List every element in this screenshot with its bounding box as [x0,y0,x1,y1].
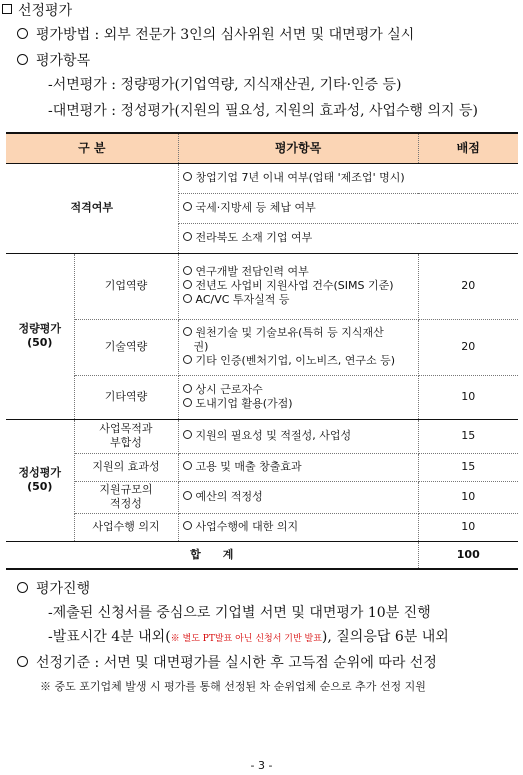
progress-second-b: ), 질의응답 6분 내외 [321,629,449,645]
progress-item-first: -제출된 신청서를 중심으로 기업별 서면 및 대면평가 10분 진행 [48,605,431,621]
qual-item [178,481,418,513]
sub-item-written: -서면평가 : 정량평가(기업역량, 지식재산권, 기타·인증 등) [48,77,402,93]
circle-bullet-icon [17,54,28,65]
items-title-text: 평가항목 [36,53,91,69]
quant-item-text: 기타 인증(벤처기업, 이노비즈, 연구소 등) [195,354,396,367]
circle-bullet-icon [183,461,192,470]
total-score: 100 [418,541,518,569]
qual-category-text: 부합성 [110,436,142,449]
circle-bullet-icon [183,280,192,289]
items-title-line [17,52,90,70]
qual-item-text: 고용 및 매출 창출효과 [195,460,302,473]
qual-category-text: 사업수행 의지 [92,520,160,533]
circle-bullet-icon [183,327,192,336]
quant-item-text: AC/VC 투자실적 등 [195,293,290,306]
quant-item-text: 상시 근로자수 [195,383,263,396]
qual-item-text: 지원의 필요성 및 적절성, 사업성 [195,429,352,442]
quant-items [178,375,418,419]
eligibility-item [178,163,518,193]
footnote: ※ 중도 포기업체 발생 시 평가를 통해 선정된 차 순위업체 순으로 추가 선정 지원 [40,680,426,693]
table-header-row [6,133,518,163]
quant-item-text: 권) [193,340,209,353]
circle-bullet-icon [183,521,192,530]
quant-category: 기술역량 [74,319,178,375]
quant-score: 20 [418,253,518,319]
qual-score: 10 [418,481,518,513]
sub-item-interview: -대면평가 : 정성평가(지원의 필요성, 지원의 효과성, 사업수행 의지 등) [48,103,479,119]
qual-category [74,419,178,453]
circle-bullet-icon [183,430,192,439]
circle-bullet-icon [17,582,28,593]
table-row [6,453,518,481]
eligibility-item [178,223,518,253]
quantitative-points: (50) [27,336,53,349]
qual-item [178,453,418,481]
progress-title-text: 평가진행 [36,581,91,597]
table-row [6,481,518,513]
qualitative-label [6,419,74,541]
criteria-line [17,654,437,672]
qualitative-label-text: 정성평가 [18,466,61,479]
circle-bullet-icon [17,28,28,39]
table-row [6,319,518,375]
eligibility-item-text: 전라북도 소재 기업 여부 [195,231,313,244]
quantitative-label-text: 정량평가 [18,322,61,335]
qual-item [178,419,418,453]
quant-item-text: 도내기업 활용(가점) [195,397,293,410]
qual-item-text: 예산의 적정성 [195,490,263,503]
progress-second-a: -발표시간 4분 내외( [48,629,171,645]
qual-category [74,513,178,541]
circle-bullet-icon [183,355,192,364]
qual-category [74,453,178,481]
table-row [6,253,518,319]
quant-category: 기업역량 [74,253,178,319]
quant-item-text: 전년도 사업비 지원사업 건수(SIMS 기준) [195,279,394,292]
circle-bullet-icon [183,266,192,275]
circle-bullet-icon [183,202,192,211]
criteria-text: 선정기준 : 서면 및 대면평가를 실시한 후 고득점 순위에 따라 선정 [36,655,437,671]
eligibility-label: 적격여부 [6,163,178,253]
progress-item-second [48,628,449,648]
quant-item-text: 연구개발 전담인력 여부 [195,265,309,278]
presentation-note: ※ 별도 PT발표 아닌 신청서 기반 발표 [170,634,322,644]
quant-score: 10 [418,375,518,419]
circle-bullet-icon [183,398,192,407]
qual-item-text: 사업수행에 대한 의지 [195,520,299,533]
table-row [6,419,518,453]
eligibility-item [178,193,518,223]
circle-bullet-icon [183,172,192,181]
progress-title-line [17,580,90,598]
table-total-row [6,541,518,569]
qual-category-text: 적정성 [110,497,142,510]
quant-items [178,253,418,319]
quant-items [178,319,418,375]
section-heading-text: 선정평가 [18,3,73,19]
qual-category-text: 사업목적과 [99,422,153,435]
quant-category: 기타역량 [74,375,178,419]
quant-score: 20 [418,319,518,375]
header-score: 배점 [418,133,518,163]
table-row [6,375,518,419]
qual-score: 10 [418,513,518,541]
qual-score: 15 [418,453,518,481]
method-line [17,26,414,44]
circle-bullet-icon [183,232,192,241]
qualitative-points: (50) [27,480,53,493]
evaluation-table [6,132,518,570]
circle-bullet-icon [183,384,192,393]
page-number: - 3 - [250,759,273,772]
header-items: 평가항목 [178,133,418,163]
table-row [6,163,518,193]
table-row [6,513,518,541]
qual-item [178,513,418,541]
section-heading [2,2,72,20]
quantitative-label [6,253,74,419]
checkbox-square-icon [2,4,12,14]
qual-category [74,481,178,513]
circle-bullet-icon [183,491,192,500]
circle-bullet-icon [183,294,192,303]
qual-category-text: 지원규모의 [99,483,153,496]
total-label: 합 계 [6,541,418,569]
qual-score: 15 [418,419,518,453]
circle-bullet-icon [17,656,28,667]
method-text: 평가방법 : 외부 전문가 3인의 심사위원 서면 및 대면평가 실시 [36,27,415,43]
header-category: 구 분 [6,133,178,163]
qual-category-text: 지원의 효과성 [92,460,160,473]
eligibility-item-text: 국세·지방세 등 체납 여부 [195,201,316,214]
quant-item-text: 원천기술 및 기술보유(특허 등 지식재산 [195,326,384,339]
eligibility-item-text: 창업기업 7년 이내 여부(업태 '제조업' 명시) [195,171,405,184]
